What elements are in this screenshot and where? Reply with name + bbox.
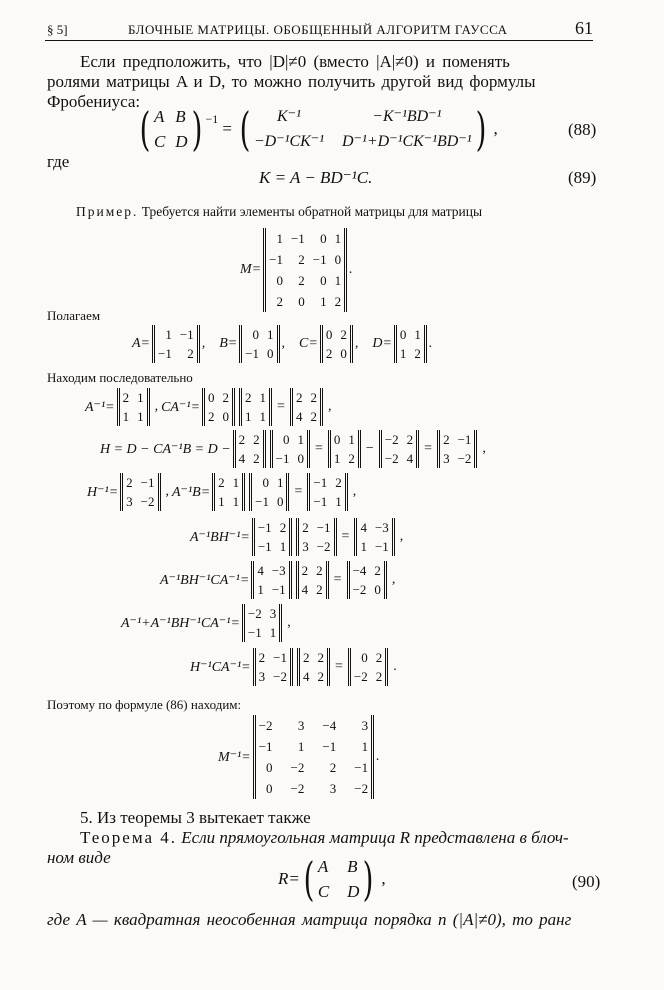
sum-result-cell-1-0: −1 xyxy=(247,625,262,640)
para1-line1: Если предположить, что |D|≠0 (вместо |A|≠0) и поменять xyxy=(80,52,510,71)
page-number: 61 xyxy=(575,18,593,38)
eq-2: = xyxy=(315,441,323,456)
block-2-matrix-cell-0-0: 0 xyxy=(325,327,333,342)
hc-result-cell-0-1: 2 xyxy=(375,650,383,665)
block-0-matrix-cell-0-1: −1 xyxy=(179,327,194,342)
abhc-result-cell-0-1: 2 xyxy=(374,563,381,578)
eq88-exponent: −1 xyxy=(205,112,219,126)
aib-matrix-1-cell-1-0: 1 xyxy=(218,494,225,509)
matrix-m-inverse-cell-0-2: −4 xyxy=(322,718,337,733)
comma-2: , xyxy=(327,399,332,414)
theorem-text-1: Если прямоугольная матрица R представлена в блоч- xyxy=(181,828,569,847)
theorem-4-line2: ном виде xyxy=(47,848,111,867)
abhc-matrix-1-cell-0-0: 4 xyxy=(257,563,264,578)
calc-line-4 xyxy=(190,518,406,556)
abhc-result xyxy=(347,561,387,599)
minus-2: − xyxy=(365,441,374,456)
matrix-m-cell-2-0: 0 xyxy=(276,273,283,288)
eq88-rhs-11: K⁻¹ xyxy=(276,108,301,125)
matrix-m-cell-1-3: 0 xyxy=(334,252,342,267)
h-matrix-4 xyxy=(379,430,419,468)
hc-result-cell-1-1: 2 xyxy=(375,669,383,684)
aib-result-cell-0-1: 2 xyxy=(335,475,342,490)
calc-line-1 xyxy=(85,388,334,426)
eq-6: = xyxy=(333,572,342,587)
a-inv-matrix xyxy=(117,388,150,426)
aib-result-cell-1-0: −1 xyxy=(313,494,328,509)
matrix-m-inverse-cell-2-3: −1 xyxy=(354,760,369,775)
block-0-sep: , xyxy=(201,336,206,351)
matrix-m-inverse-end: . xyxy=(376,749,380,764)
ca-matrix-1-cell-0-0: 0 xyxy=(208,390,215,405)
abh-matrix-2 xyxy=(296,518,336,556)
block-1-name: B= xyxy=(219,336,238,351)
aib-matrix-1-cell-1-1: 1 xyxy=(232,494,240,509)
comma-3: , xyxy=(482,441,486,456)
sum-result-cell-0-0: −2 xyxy=(247,606,262,621)
matrix-m-inverse-cell-1-3: 1 xyxy=(361,739,369,754)
hc-matrix-2-cell-0-1: 2 xyxy=(317,650,324,665)
ca-result-cell-0-1: 2 xyxy=(310,390,317,405)
matrix-m-cell-1-0: −1 xyxy=(269,252,283,267)
eq88-rhs-21: −D⁻¹CK⁻¹ xyxy=(253,133,325,150)
ca-matrix-2-cell-1-1: 1 xyxy=(259,409,267,424)
aib-result-cell-1-1: 1 xyxy=(335,494,342,509)
a-inv-matrix-cell-1-1: 1 xyxy=(137,409,144,424)
abh-matrix-2-cell-1-0: 3 xyxy=(302,539,309,554)
h-matrix-4-cell-0-0: −2 xyxy=(384,432,399,447)
block-2-matrix-cell-1-1: 0 xyxy=(340,346,347,361)
matrix-m-inverse-cell-3-0: 0 xyxy=(266,781,273,796)
block-definitions xyxy=(132,325,432,363)
sum-label: A⁻¹+A⁻¹BH⁻¹CA⁻¹= xyxy=(121,615,240,631)
matrix-m-inverse-cell-3-1: −2 xyxy=(290,781,305,796)
h-matrix-2-cell-1-1: 0 xyxy=(297,451,304,466)
block-0-matrix-cell-0-0: 1 xyxy=(165,327,172,342)
matrix-m-cell-3-3: 2 xyxy=(334,294,342,309)
eq-number-89: (89) xyxy=(568,168,597,187)
matrix-m-inverse-cell-1-2: −1 xyxy=(322,739,337,754)
abh-result xyxy=(354,518,394,556)
eq-7: = xyxy=(334,659,343,674)
ca-result-cell-0-0: 2 xyxy=(295,390,303,405)
formula-89: K = A − BD⁻¹C. xyxy=(259,168,373,187)
aib-matrix-2 xyxy=(249,473,289,511)
eq90-d: D xyxy=(347,882,360,901)
a-inv-label: A⁻¹= xyxy=(85,399,115,415)
abhc-matrix-1-cell-0-1: −3 xyxy=(271,563,286,578)
abh-result-cell-0-1: −3 xyxy=(374,520,389,535)
matrix-m-inverse-cell-3-2: 3 xyxy=(329,781,337,796)
matrix-m-inverse-cell-0-3: 3 xyxy=(361,718,369,733)
matrix-m-end: . xyxy=(349,262,353,277)
matrix-m xyxy=(269,229,341,311)
ca-result-cell-1-0: 4 xyxy=(295,409,303,424)
matrix-m-cell-2-1: 2 xyxy=(298,273,305,288)
ca-matrix-1-cell-1-1: 0 xyxy=(222,409,230,424)
abh-matrix-1-cell-1-1: 1 xyxy=(279,539,287,554)
h-matrix-1-cell-1-0: 4 xyxy=(238,451,246,466)
last-line: где A — квадратная неособенная матрица порядка n (|A|≠0), то ранг xyxy=(47,910,572,929)
section-marker: § 5] xyxy=(47,22,68,37)
hc-matrix-1-cell-0-0: 2 xyxy=(258,650,266,665)
example-line xyxy=(76,204,482,220)
running-title: БЛОЧНЫЕ МАТРИЦЫ. ОБОБЩЕННЫЙ АЛГОРИТМ ГАУССА xyxy=(128,22,508,37)
ca-matrix-1 xyxy=(202,388,235,426)
matrix-m-cell-1-2: −1 xyxy=(312,252,327,267)
calc-line-2 xyxy=(100,430,489,468)
aib-matrix-2-cell-1-0: −1 xyxy=(255,494,269,509)
comma-8: , xyxy=(287,615,291,630)
hc-result-cell-0-0: 0 xyxy=(361,650,368,665)
aib-label: A⁻¹B= xyxy=(172,484,211,500)
h-result-cell-0-1: −1 xyxy=(457,432,472,447)
calc-line-5 xyxy=(160,561,398,599)
abh-result-cell-1-0: 1 xyxy=(360,539,367,554)
aib-matrix-1-cell-0-1: 1 xyxy=(232,475,240,490)
h-result-cell-1-1: −2 xyxy=(457,451,472,466)
h-matrix-3-cell-1-0: 1 xyxy=(333,451,341,466)
ca-result-cell-1-1: 2 xyxy=(310,409,317,424)
matrix-m-cell-2-2: 0 xyxy=(320,273,327,288)
formula-90: R= ( A B C D ) , xyxy=(278,852,386,906)
hc-matrix-2-cell-0-0: 2 xyxy=(302,650,310,665)
block-0-matrix-cell-1-1: 2 xyxy=(187,346,194,361)
sum-result-cell-0-1: 3 xyxy=(269,606,277,621)
eq-4: = xyxy=(294,484,303,499)
matrix-m-inverse xyxy=(259,716,368,798)
h-matrix-3-cell-0-0: 0 xyxy=(333,432,341,447)
h-matrix-1-cell-1-1: 2 xyxy=(253,451,260,466)
block-2-matrix-cell-0-1: 2 xyxy=(340,327,347,342)
block-1-sep: , xyxy=(281,336,286,351)
hc-result xyxy=(348,648,388,686)
matrix-m-cell-0-2: 0 xyxy=(320,231,327,246)
abhc-matrix-1-cell-1-0: 1 xyxy=(257,582,264,597)
ca-matrix-2-cell-1-0: 1 xyxy=(245,409,252,424)
aib-result-cell-0-0: −1 xyxy=(313,475,328,490)
aib-matrix-1 xyxy=(212,473,245,511)
h-matrix-2-cell-1-0: −1 xyxy=(275,451,290,466)
a-inv-matrix-cell-0-0: 2 xyxy=(122,390,130,405)
h-matrix-2-cell-0-0: 0 xyxy=(283,432,290,447)
therefore-line: Поэтому по формуле (86) находим: xyxy=(47,697,242,712)
eq90-b: B xyxy=(347,857,358,876)
nahodim: Находим последовательно xyxy=(47,370,193,385)
eq-number-90: (90) xyxy=(572,872,601,891)
matrix-m-inverse-cell-0-0: −2 xyxy=(258,718,273,733)
block-1-matrix-cell-1-0: −1 xyxy=(245,346,260,361)
abhc-matrix-2-cell-1-1: 2 xyxy=(316,582,323,597)
eq88-rhs-12: −K⁻¹BD⁻¹ xyxy=(372,108,442,125)
hc-matrix-2 xyxy=(297,648,330,686)
h-result-cell-1-0: 3 xyxy=(443,451,450,466)
ca-matrix-2-cell-0-0: 2 xyxy=(245,390,252,405)
theorem-4-line1 xyxy=(80,828,569,848)
matrix-m-expression xyxy=(240,228,353,312)
h-inv-matrix xyxy=(120,473,160,511)
eq88-lhs-a: A xyxy=(153,107,165,126)
example-label: Пример. xyxy=(76,204,139,219)
matrix-m-cell-0-3: 1 xyxy=(334,231,342,246)
sum-result-cell-1-1: 1 xyxy=(269,625,277,640)
block-3-matrix-cell-1-0: 1 xyxy=(399,346,407,361)
h-inv-label: H⁻¹= xyxy=(87,484,119,500)
a-inv-matrix-cell-0-1: 1 xyxy=(137,390,144,405)
aib-matrix-2-cell-0-1: 1 xyxy=(276,475,284,490)
aib-matrix-2-cell-0-0: 0 xyxy=(262,475,269,490)
abhc-matrix-2-cell-1-0: 4 xyxy=(301,582,309,597)
eq90-a: A xyxy=(317,857,329,876)
h-label: H = D − CA⁻¹B = D − xyxy=(100,441,231,457)
ca-inv-label: CA⁻¹= xyxy=(161,399,201,415)
matrix-m-inverse-cell-2-1: −2 xyxy=(290,760,305,775)
h-inv-matrix-cell-0-0: 2 xyxy=(126,475,133,490)
formula-88: ( A B C D ) −1 = ( K⁻¹ −K⁻¹BD⁻¹ −D⁻¹CK⁻¹ D⁻¹+D⁻¹CK⁻¹BD⁻¹ ) , xyxy=(139,102,498,156)
comma-1: , xyxy=(154,399,159,414)
abh-matrix-1-cell-1-0: −1 xyxy=(257,539,272,554)
h-matrix-3-cell-0-1: 1 xyxy=(348,432,355,447)
matrix-m-cell-1-1: 2 xyxy=(298,252,305,267)
hc-matrix-1-cell-1-0: 3 xyxy=(258,669,266,684)
eq-5: = xyxy=(341,529,350,544)
eq90-lhs: R= xyxy=(278,869,300,888)
period-1: . xyxy=(393,659,397,674)
block-3-matrix-cell-0-0: 0 xyxy=(399,327,407,342)
ca-matrix-2 xyxy=(239,388,272,426)
abhc-result-cell-1-1: 0 xyxy=(374,582,381,597)
block-0 xyxy=(132,325,205,363)
matrix-m-inverse-cell-1-0: −1 xyxy=(258,739,273,754)
block-3-matrix-cell-0-1: 1 xyxy=(414,327,421,342)
abh-label: A⁻¹BH⁻¹= xyxy=(190,529,250,545)
matrix-m-cell-3-0: 2 xyxy=(276,294,283,309)
abh-matrix-2-cell-0-0: 2 xyxy=(302,520,309,535)
eq88-lhs-b: B xyxy=(175,107,186,126)
ca-result xyxy=(290,388,323,426)
aib-result xyxy=(307,473,347,511)
comma-4: , xyxy=(165,484,169,499)
abh-result-cell-1-1: −1 xyxy=(374,539,389,554)
abhc-matrix-1 xyxy=(251,561,291,599)
matrix-m-cell-3-2: 1 xyxy=(320,294,327,309)
abh-matrix-2-cell-0-1: −1 xyxy=(316,520,331,535)
eq-3: = xyxy=(424,441,433,456)
h-matrix-1-cell-0-0: 2 xyxy=(238,432,246,447)
block-2-sep: , xyxy=(354,336,359,351)
block-2 xyxy=(299,325,358,363)
matrix-m-inverse-cell-1-1: 1 xyxy=(297,739,305,754)
abhc-label: A⁻¹BH⁻¹CA⁻¹= xyxy=(160,572,250,588)
h-inv-matrix-cell-0-1: −1 xyxy=(140,475,155,490)
h-matrix-1 xyxy=(233,430,266,468)
hc-matrix-1-cell-1-1: −2 xyxy=(273,669,287,684)
polagaem: Полагаем xyxy=(47,308,101,323)
matrix-m-name: M= xyxy=(240,262,262,277)
calc-line-6 xyxy=(121,604,294,642)
block-1-matrix-cell-1-1: 0 xyxy=(267,346,274,361)
h-matrix-4-cell-1-0: −2 xyxy=(384,451,399,466)
block-0-matrix xyxy=(152,325,200,363)
eq-1: = xyxy=(277,399,285,414)
block-1-matrix xyxy=(239,325,279,363)
abhc-matrix-2-cell-0-0: 2 xyxy=(301,563,309,578)
comma-5: , xyxy=(352,484,357,499)
matrix-m-inverse-cell-3-3: −2 xyxy=(354,781,369,796)
hc-label: H⁻¹CA⁻¹= xyxy=(190,659,251,675)
theorem-label: Теорема 4. xyxy=(80,828,178,847)
abhc-result-cell-0-0: −4 xyxy=(352,563,367,578)
eq-number-88: (88) xyxy=(568,120,597,139)
matrix-m-inverse-name: M⁻¹= xyxy=(218,749,251,765)
aib-matrix-2-cell-1-1: 0 xyxy=(276,494,284,509)
h-matrix-3 xyxy=(328,430,361,468)
hc-result-cell-1-0: −2 xyxy=(353,669,368,684)
header-rule xyxy=(45,40,593,41)
hc-matrix-2-cell-1-1: 2 xyxy=(317,669,324,684)
ca-matrix-1-cell-1-0: 2 xyxy=(208,409,215,424)
section-5-heading: 5. Из теоремы 3 вытекает также xyxy=(80,808,311,827)
block-1-matrix-cell-0-1: 1 xyxy=(267,327,274,342)
abh-matrix-1-cell-0-0: −1 xyxy=(257,520,272,535)
matrix-m-inverse-cell-0-1: 3 xyxy=(297,718,305,733)
example-text: Требуется найти элементы обратной матрицы для матрицы xyxy=(141,204,483,219)
block-2-matrix-cell-1-0: 2 xyxy=(325,346,333,361)
h-matrix-2 xyxy=(270,430,310,468)
a-inv-matrix-cell-1-0: 1 xyxy=(122,409,130,424)
matrix-m-cell-0-1: −1 xyxy=(290,231,305,246)
h-matrix-4-cell-1-1: 4 xyxy=(406,451,414,466)
para1-line3: Фробениуса: xyxy=(47,92,141,111)
sum-result xyxy=(242,604,282,642)
comma-6: , xyxy=(399,529,404,544)
abhc-matrix-1-cell-1-1: −1 xyxy=(271,582,286,597)
abh-matrix-2-cell-1-1: −2 xyxy=(316,539,331,554)
block-1 xyxy=(219,325,285,363)
ca-matrix-2-cell-0-1: 1 xyxy=(259,390,267,405)
block-0-name: A= xyxy=(132,336,150,351)
comma-7: , xyxy=(391,572,396,587)
para1-line2: ролями матрицы A и D, то можно получить другой вид формулы xyxy=(47,72,536,91)
matrix-m-inverse-expression xyxy=(218,715,380,799)
matrix-m-cell-0-0: 1 xyxy=(276,231,283,246)
aib-matrix-1-cell-0-0: 2 xyxy=(218,475,225,490)
matrix-m-inverse-cell-2-2: 2 xyxy=(329,760,337,775)
h-matrix-3-cell-1-1: 2 xyxy=(348,451,355,466)
h-matrix-2-cell-0-1: 1 xyxy=(297,432,304,447)
hc-matrix-1-cell-0-1: −1 xyxy=(273,650,287,665)
abh-result-cell-0-0: 4 xyxy=(360,520,367,535)
ca-matrix-1-cell-0-1: 2 xyxy=(222,390,230,405)
block-3-sep: . xyxy=(428,336,433,351)
hc-matrix-2-cell-1-0: 4 xyxy=(302,669,310,684)
block-3 xyxy=(372,325,432,363)
abh-matrix-1-cell-0-1: 2 xyxy=(279,520,287,535)
eq88-lhs-d: D xyxy=(175,132,188,151)
eq88-rhs-22: D⁻¹+D⁻¹CK⁻¹BD⁻¹ xyxy=(342,133,472,150)
h-matrix-1-cell-0-1: 2 xyxy=(253,432,260,447)
h-matrix-4-cell-0-1: 2 xyxy=(406,432,414,447)
calc-line-7 xyxy=(190,648,400,686)
block-1-matrix-cell-0-0: 0 xyxy=(252,327,260,342)
eq88-lhs-c: C xyxy=(153,132,166,151)
hc-matrix-1 xyxy=(253,648,293,686)
block-3-name: D= xyxy=(372,336,392,351)
abhc-result-cell-1-0: −2 xyxy=(352,582,367,597)
abhc-matrix-2-cell-0-1: 2 xyxy=(316,563,323,578)
h-inv-matrix-cell-1-0: 3 xyxy=(126,494,133,509)
block-2-name: C= xyxy=(299,336,318,351)
block-2-matrix xyxy=(320,325,353,363)
eq90-c: C xyxy=(317,882,330,901)
where-label: где xyxy=(47,152,70,171)
block-0-matrix-cell-1-0: −1 xyxy=(158,346,172,361)
calc-line-3 xyxy=(87,473,359,511)
abh-matrix-1 xyxy=(252,518,292,556)
block-3-matrix xyxy=(394,325,427,363)
matrix-m-cell-2-3: 1 xyxy=(334,273,342,288)
abhc-matrix-2 xyxy=(296,561,329,599)
h-result xyxy=(437,430,477,468)
matrix-m-cell-3-1: 0 xyxy=(298,294,305,309)
h-inv-matrix-cell-1-1: −2 xyxy=(140,494,155,509)
block-3-matrix-cell-1-1: 2 xyxy=(414,346,421,361)
h-result-cell-0-0: 2 xyxy=(443,432,450,447)
matrix-m-inverse-cell-2-0: 0 xyxy=(266,760,273,775)
